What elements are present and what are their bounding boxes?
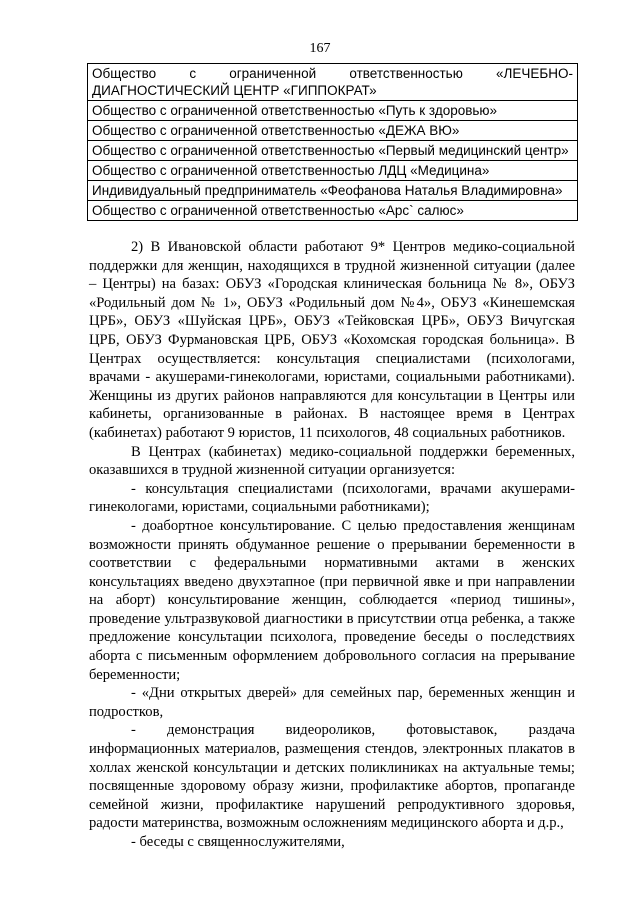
- list-item-clergy-talks: - беседы с священнослужителями,: [131, 834, 345, 850]
- table-cell: Общество с ограниченной ответственностью «Первый медицинский центр»: [88, 141, 578, 161]
- table-cell: Общество с ограниченной ответственностью ЛДЦ «Медицина»: [88, 161, 578, 181]
- table-cell: Общество с ограниченной ответственностью «Арс` салюс»: [88, 201, 578, 221]
- paragraph-centers-organize: В Центрах (кабинетах) медико-социальной поддержки беременных, оказавшихся в трудной жизненной ситуации организуется:: [89, 443, 575, 479]
- table-row: [88, 101, 578, 121]
- paragraph-centers-overview: 2) В Ивановской области работают 9* Центров медико-социальной поддержки для женщин, находящихся в трудной жизненной ситуации (далее – Центры) на базах: ОБУЗ «Городская клиническая больница № 8», ОБУЗ «Родильный дом № 1», ОБУЗ «Родильный дом №4», ОБУЗ «Кинешемская ЦРБ», ОБУЗ «Шуйская ЦРБ», ОБУЗ «Тейковская ЦРБ», ОБУЗ Вичугская ЦРБ, ОБУЗ Фурмановская ЦРБ, ОБУЗ «Кохомская городская больница». В Центрах осуществляется: консультация специалистами (психологами, врачами - акушерами-гинекологами, юристами, социальными работниками). Женщины из других районов направляются для консультации в Центры или кабинеты, организованные в районах. В настоящее время в Центрах (кабинетах) работают 9 юристов, 11 психологов, 48 социальных работников.: [89, 239, 575, 441]
- table-row: [88, 181, 578, 201]
- page-number: 167: [309, 41, 331, 56]
- table-cell: Общество с ограниченной ответственностью «ДЕЖА ВЮ»: [88, 121, 578, 141]
- table-row: [88, 64, 578, 101]
- list-item-pre-abortion-counseling: - доабортное консультирование. С целью предоставления женщинам возможности принять обдуманное решение о прерывании беременности в соответствии с федеральными нормативными актами в женских консультациях введено двухэтапное (при первичной явке и при направлении на аборт) консультирование женщин, соблюдается «период тишины», проведение ультразвуковой диагностики в присутствии отца ребенка, а также предложение консультации психолога, проведение беседы о последствиях аборта с письменным оформлением добровольного согласия на прерывание беременности;: [89, 517, 575, 683]
- list-item-demonstrations: - демонстрация видеороликов, фотовыставок, раздача информационных материалов, размещения стендов, электронных плакатов в холлах женской консультации и детских поликлиниках на актуальные темы; посвященные здоровому образу жизни, профилактике абортов, пропаганде семейной жизни, профилактике нарушений репродуктивного здоровья, радости материнства, возможным осложнениям медицинского аборта и д.р.,: [89, 722, 575, 832]
- table-row: [88, 141, 578, 161]
- table-cell: Общество с ограниченной ответственностью «ЛЕЧЕБНО-ДИАГНОСТИЧЕСКИЙ ЦЕНТР «ГИППОКРАТ»: [88, 64, 578, 101]
- list-item-open-doors-days: - «Дни открытых дверей» для семейных пар, беременных женщин и подростков,: [89, 685, 575, 720]
- table-row: [88, 201, 578, 221]
- body-text: [89, 238, 575, 852]
- table-row: [88, 121, 578, 141]
- table-cell: Общество с ограниченной ответственностью «Путь к здоровью»: [88, 101, 578, 121]
- organizations-table: [87, 63, 578, 221]
- table-cell: Индивидуальный предприниматель «Феофанова Наталья Владимировна»: [88, 181, 578, 201]
- list-item-consultation: - консультация специалистами (психологами, врачами акушерами-гинекологами, юристами, социальными работниками);: [89, 480, 575, 516]
- table-row: [88, 161, 578, 181]
